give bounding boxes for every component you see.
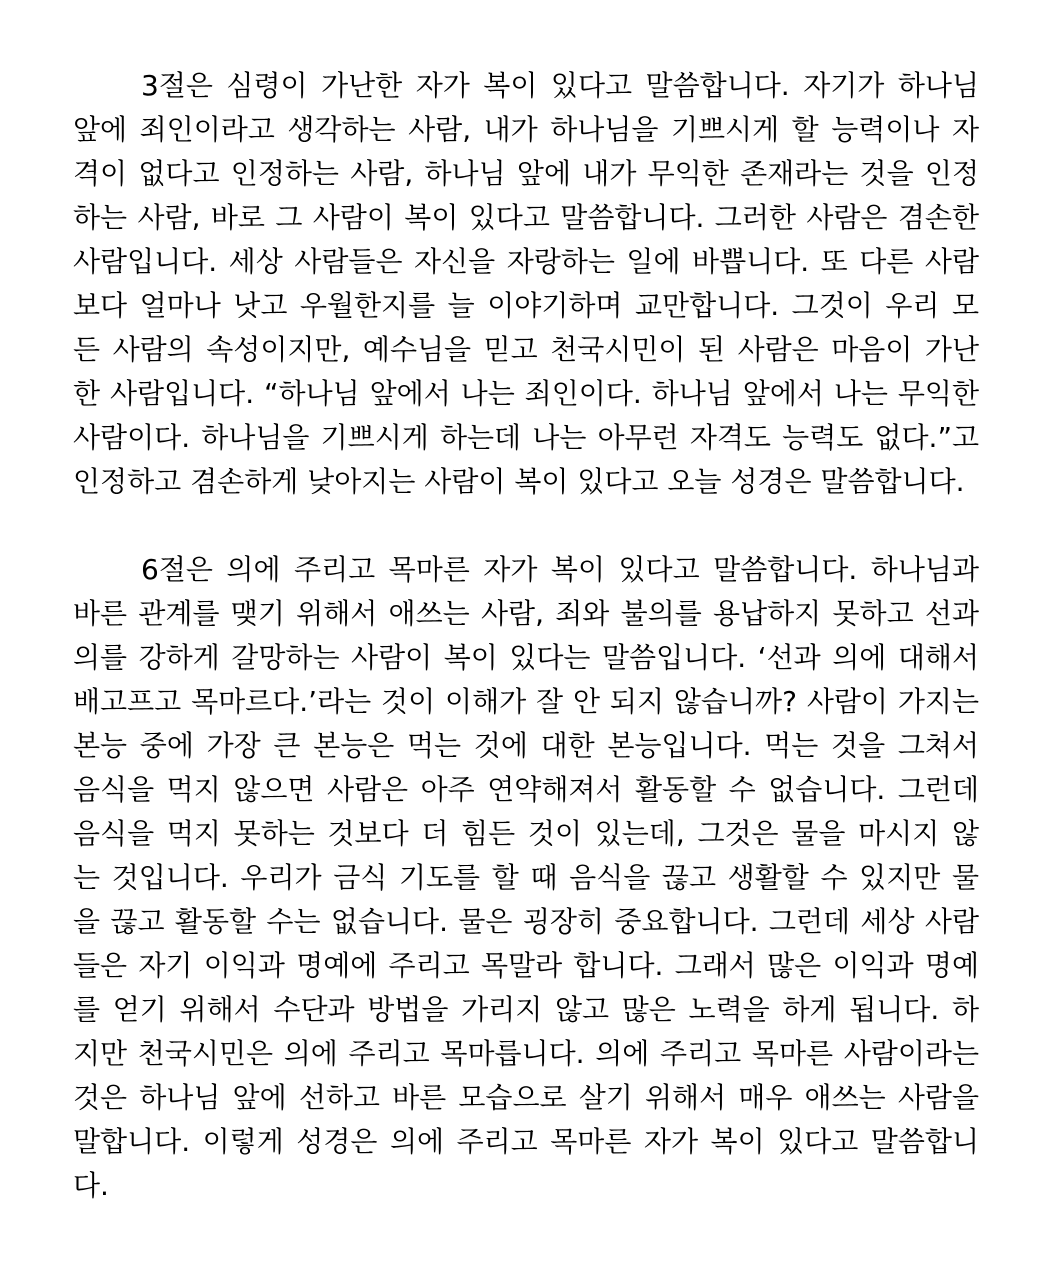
text-line: 인정하고 겸손하게 낮아지는 사람이 복이 있다고 오늘 성경은 말씀합니다. (73, 465, 965, 498)
paragraph-verse-6 (73, 548, 979, 1208)
text-line: 하는 사람, 바로 그 사람이 복이 있다고 말씀합니다. 그러한 사람은 겸손한 (73, 201, 979, 234)
text-line: 사람이다. 하나님을 기쁘시게 하는데 나는 아무런 자격도 능력도 없다.”고 (73, 421, 979, 454)
text-line: 말합니다. 이렇게 성경은 의에 주리고 목마른 자가 복이 있다고 말씀합니 (73, 1125, 979, 1158)
text-line: 다. (73, 1169, 109, 1202)
text-line: 지만 천국시민은 의에 주리고 목마릅니다. 의에 주리고 목마른 사람이라는 (73, 1037, 979, 1070)
text-line: 든 사람의 속성이지만, 예수님을 믿고 천국시민이 된 사람은 마음이 가난 (73, 333, 979, 366)
text-line: 것은 하나님 앞에 선하고 바른 모습으로 살기 위해서 매우 애쓰는 사람을 (73, 1081, 979, 1114)
text-line: 배고프고 목마르다.’라는 것이 이해가 잘 안 되지 않습니까? 사람이 가지는 (73, 685, 979, 718)
text-line: 음식을 먹지 않으면 사람은 아주 연약해져서 활동할 수 없습니다. 그런데 (73, 773, 979, 806)
text-line: 격이 없다고 인정하는 사람, 하나님 앞에 내가 무익한 존재라는 것을 인정 (73, 157, 979, 190)
text-line: 음식을 먹지 못하는 것보다 더 힘든 것이 있는데, 그것은 물을 마시지 않 (73, 817, 979, 850)
text-line: 의를 강하게 갈망하는 사람이 복이 있다는 말씀입니다. ‘선과 의에 대해서 (73, 641, 979, 674)
text-line: 본능 중에 가장 큰 본능은 먹는 것에 대한 본능입니다. 먹는 것을 그쳐서 (73, 729, 979, 762)
text-line: 들은 자기 이익과 명예에 주리고 목말라 합니다. 그래서 많은 이익과 명예 (73, 949, 979, 982)
text-line: 한 사람입니다. “하나님 앞에서 나는 죄인이다. 하나님 앞에서 나는 무익한 (73, 377, 979, 410)
text-line: 3절은 심령이 가난한 자가 복이 있다고 말씀합니다. 자기가 하나님 (141, 69, 979, 102)
text-line: 을 끊고 활동할 수는 없습니다. 물은 굉장히 중요합니다. 그런데 세상 사람 (73, 905, 979, 938)
text-line: 6절은 의에 주리고 목마른 자가 복이 있다고 말씀합니다. 하나님과 (141, 553, 979, 586)
text-line: 사람입니다. 세상 사람들은 자신을 자랑하는 일에 바쁩니다. 또 다른 사람 (73, 245, 979, 278)
text-line: 보다 얼마나 낫고 우월한지를 늘 이야기하며 교만합니다. 그것이 우리 모 (73, 289, 979, 322)
text-line: 바른 관계를 맺기 위해서 애쓰는 사람, 죄와 불의를 용납하지 못하고 선과 (73, 597, 979, 630)
text-line: 를 얻기 위해서 수단과 방법을 가리지 않고 많은 노력을 하게 됩니다. 하 (73, 993, 979, 1026)
text-line: 는 것입니다. 우리가 금식 기도를 할 때 음식을 끊고 생활할 수 있지만 물 (73, 861, 979, 894)
text-line: 앞에 죄인이라고 생각하는 사람, 내가 하나님을 기쁘시게 할 능력이나 자 (73, 113, 979, 146)
paragraph-verse-3 (73, 64, 979, 504)
